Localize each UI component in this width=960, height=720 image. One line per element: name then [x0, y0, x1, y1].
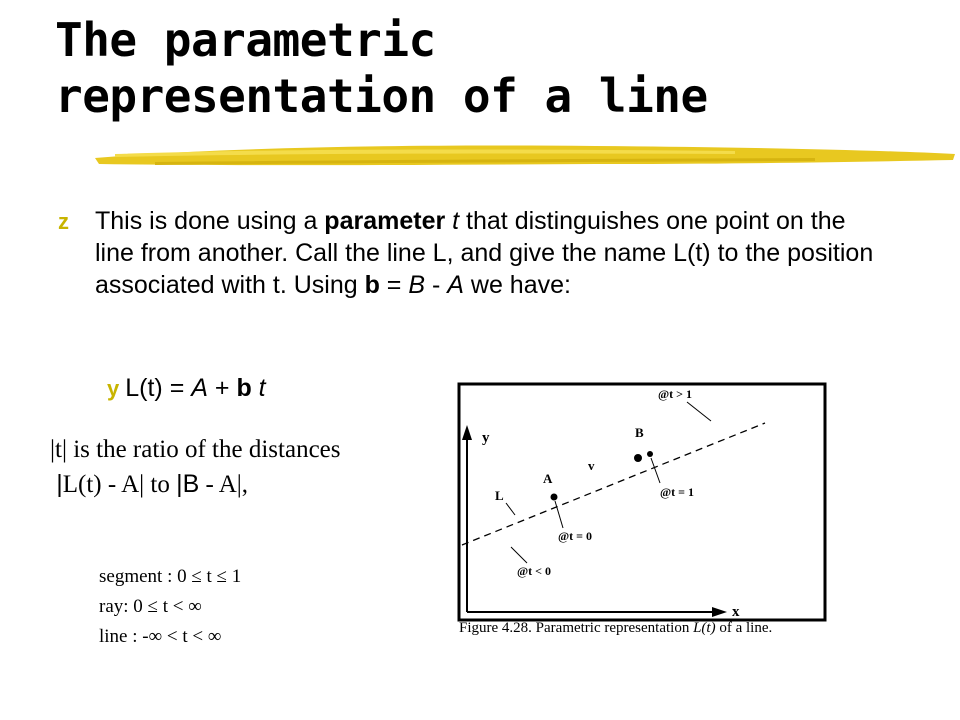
figure-frame [459, 384, 825, 620]
range-line: line : -∞ < t < ∞ [99, 626, 222, 647]
bullet-text [95, 205, 888, 301]
title-line-1: The parametric [55, 13, 436, 67]
label-A: A [543, 471, 553, 486]
pointer-at-0 [555, 501, 563, 528]
point-B [634, 454, 642, 462]
x-axis-arrow [712, 607, 727, 617]
caption-prefix: Figure 4.28. Parametric representation [459, 620, 694, 636]
caption-Lt: L(t) [693, 620, 716, 636]
bold-b: b [364, 271, 380, 299]
label-at-gt1: @t > 1 [658, 387, 692, 401]
pointer-at-lt0 [511, 547, 527, 563]
title-line-2: representation of a line [55, 69, 708, 123]
label-at-lt0: @t < 0 [517, 564, 551, 578]
parametric-line-figure [455, 380, 835, 640]
bullet-text-part: = [379, 271, 409, 299]
range-ray: ray: 0 ≤ t < ∞ [99, 596, 202, 617]
italic-B: B [408, 271, 426, 299]
figure-caption [459, 620, 772, 637]
range-segment: segment : 0 ≤ t ≤ 1 [99, 566, 242, 587]
bullet-text-part: we have: [463, 271, 571, 299]
bold-parameter: parameter [324, 207, 446, 235]
label-at-0: @t = 0 [558, 529, 592, 543]
ratio-B: B [182, 470, 200, 498]
dashed-line-L [462, 423, 765, 545]
ratio-note-line-2 [50, 467, 341, 502]
equation-plus: + [207, 374, 237, 402]
label-L: L [495, 488, 504, 503]
italic-t: t [452, 207, 460, 235]
slide-title [55, 12, 708, 124]
label-B: B [635, 425, 644, 440]
ratio-note [50, 433, 341, 502]
point-A [551, 494, 558, 501]
equation-b: b [236, 374, 252, 402]
yellow-brush-underline [95, 140, 955, 172]
bullet-text-part: - [425, 271, 448, 299]
equation-A: A [191, 374, 208, 402]
label-at-1: @t = 1 [660, 485, 694, 499]
equation-lhs: L(t) = [125, 374, 192, 402]
pointer-at-1 [651, 458, 660, 483]
equation-sub-bullet [107, 372, 266, 405]
bullet-text-part: This is done using a [95, 207, 325, 235]
ratio-note-line-1: |t| is the ratio of the distances [50, 436, 341, 463]
ratio-mid: L(t) - A| to [62, 471, 177, 498]
y-axis-arrow [462, 425, 472, 440]
label-v: v [588, 458, 595, 473]
caption-suffix: of a line. [715, 620, 773, 636]
sub-bullet-marker: y [107, 376, 120, 401]
pointer-at-gt1 [687, 402, 711, 421]
bullet-paragraph [58, 205, 888, 301]
x-axis-label: x [732, 604, 740, 620]
bar-symbol: | [56, 470, 63, 498]
equation-t: t [258, 374, 266, 402]
bullet-marker: z [58, 209, 69, 234]
italic-A: A [447, 271, 464, 299]
point-B-end [647, 451, 653, 457]
parameter-ranges [99, 562, 241, 652]
y-axis-label: y [482, 430, 490, 446]
bar-symbol: | [176, 470, 183, 498]
bullet-text-part: that distinguishes one point on the line from another. Call the line L, and give the name L(t) to the position associated with t. Using [95, 207, 874, 299]
pointer-L [506, 503, 515, 515]
ratio-end: - A|, [199, 471, 249, 498]
